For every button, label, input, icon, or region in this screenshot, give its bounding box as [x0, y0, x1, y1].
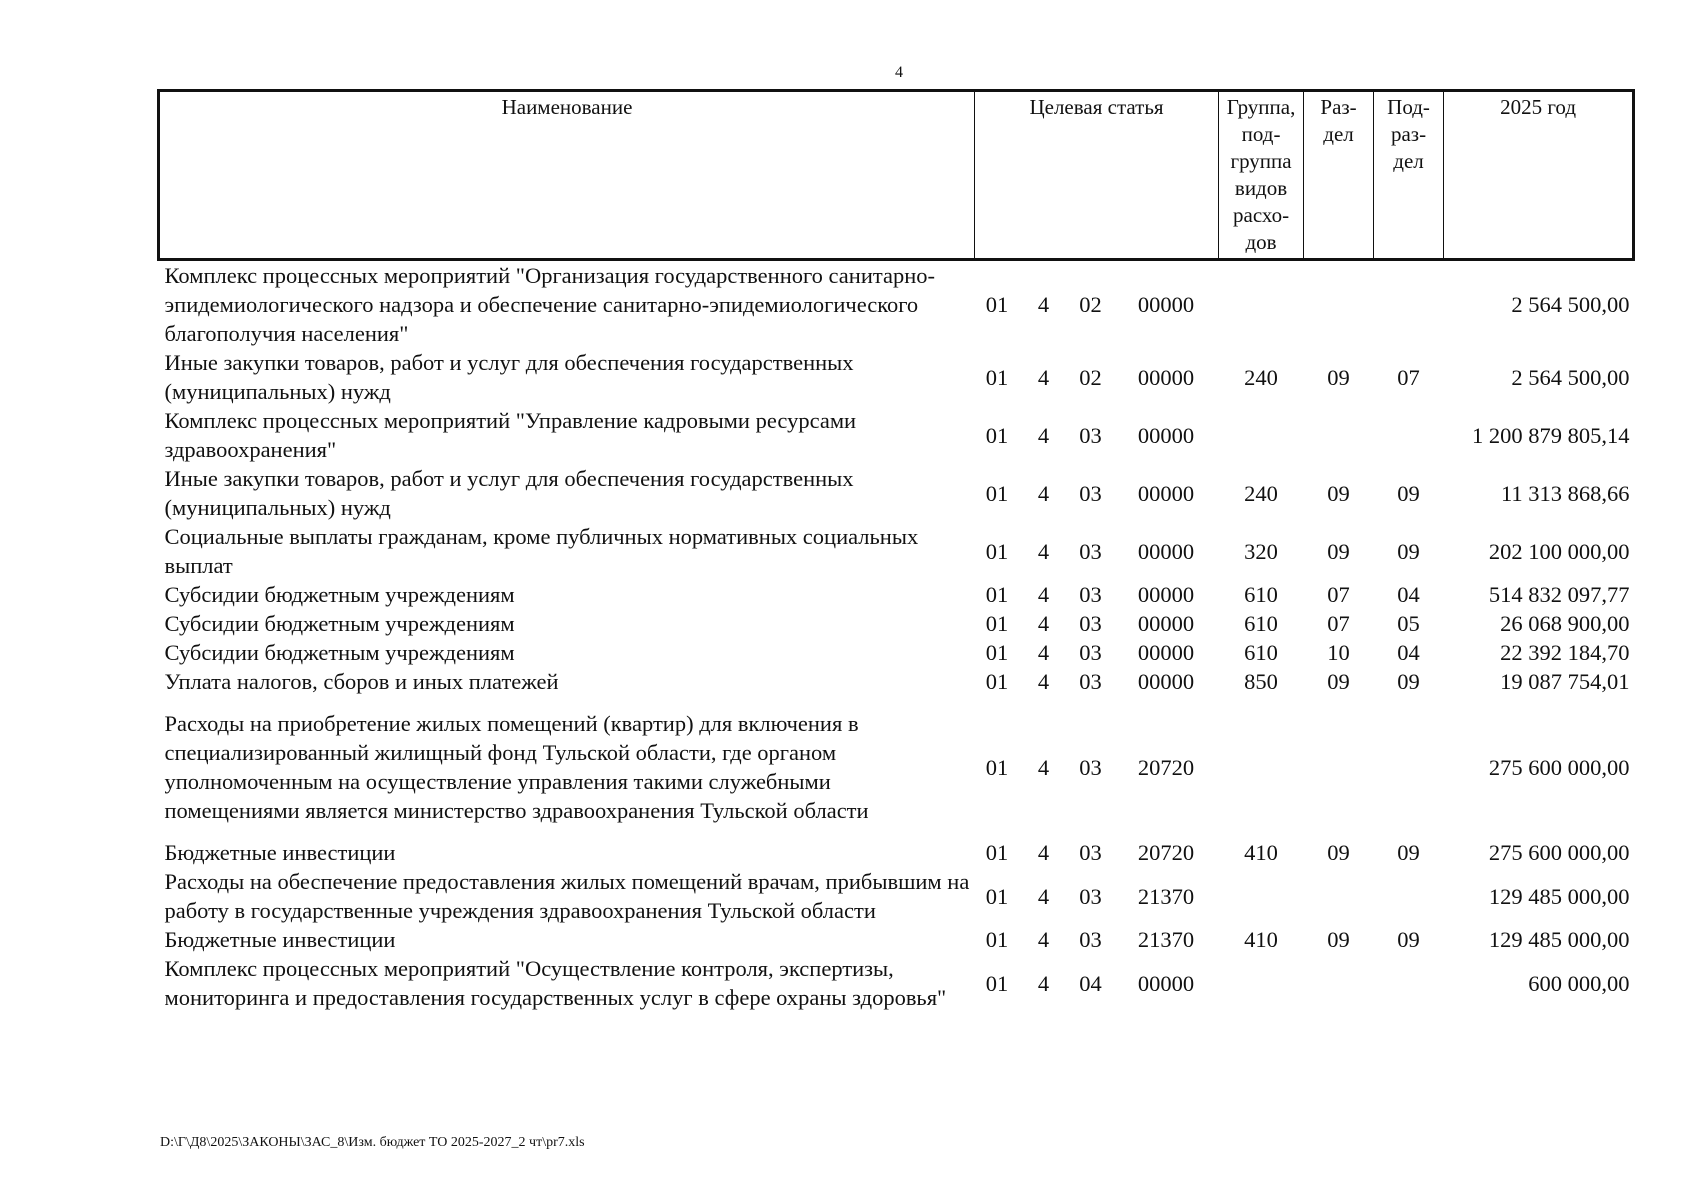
row-section — [1304, 696, 1374, 838]
row-expense-group: 410 — [1244, 927, 1278, 952]
row-target-type: 4 — [1037, 754, 1050, 780]
row-name: Расходы на приобретение жилых помещений (квартир) для включения в специализированный жилищный фонд Тульской области, где органом уполномоченным на осуществление управления такими служебными помещениями является министерство здравоохранения Тульской области — [164, 711, 869, 823]
row-section: 07 — [1327, 611, 1350, 636]
row-section: 09 — [1327, 364, 1350, 390]
row-amount: 22 392 184,70 — [1500, 640, 1630, 665]
row-section: 10 — [1327, 640, 1350, 665]
page-number: 4 — [895, 64, 903, 81]
row-section: 09 — [1327, 840, 1350, 865]
row-name: Бюджетные инвестиции — [164, 927, 396, 952]
budget-table — [157, 89, 1635, 1012]
row-section — [1304, 954, 1374, 1012]
row-subsection: 09 — [1397, 669, 1420, 694]
table-row — [159, 348, 1634, 406]
row-amount: 26 068 900,00 — [1500, 611, 1630, 636]
row-target-complex: 03 — [1079, 669, 1102, 694]
row-expense-group — [1219, 867, 1304, 925]
table-row — [159, 406, 1634, 464]
row-expense-group: 320 — [1244, 538, 1278, 564]
row-target-complex: 03 — [1079, 582, 1102, 607]
table-body — [159, 260, 1634, 1013]
row-expense-group: 610 — [1244, 611, 1278, 636]
row-target-type: 4 — [1037, 611, 1050, 636]
table-row — [159, 696, 1634, 838]
row-subsection — [1374, 406, 1444, 464]
row-expense-group: 240 — [1244, 364, 1278, 390]
row-target-program: 01 — [985, 611, 1009, 636]
row-target-complex: 03 — [1079, 538, 1102, 564]
row-subsection: 09 — [1397, 480, 1420, 506]
row-expense-group: 240 — [1244, 480, 1278, 506]
row-target-program: 01 — [985, 582, 1009, 607]
row-target-type: 4 — [1037, 422, 1050, 448]
table-row — [159, 954, 1634, 1012]
row-target-program: 01 — [985, 364, 1009, 390]
row-amount: 2 564 500,00 — [1511, 364, 1630, 390]
row-target-direction: 00000 — [1137, 538, 1195, 564]
row-target-program: 01 — [985, 840, 1009, 865]
table-row — [159, 609, 1634, 638]
row-target-direction: 20720 — [1137, 840, 1195, 865]
row-target-direction: 00000 — [1137, 669, 1195, 694]
row-subsection: 07 — [1397, 364, 1420, 390]
row-subsection — [1374, 260, 1444, 349]
row-subsection — [1374, 696, 1444, 838]
row-subsection — [1374, 954, 1444, 1012]
row-section: 09 — [1327, 669, 1350, 694]
row-target-program: 01 — [985, 538, 1009, 564]
row-amount: 514 832 097,77 — [1488, 582, 1630, 607]
row-expense-group — [1219, 954, 1304, 1012]
row-target-direction: 00000 — [1137, 364, 1195, 390]
row-section: 09 — [1327, 480, 1350, 506]
row-target-complex: 02 — [1079, 292, 1102, 317]
row-expense-group: 850 — [1244, 669, 1278, 694]
row-name: Уплата налогов, сборов и иных платежей — [164, 669, 559, 694]
row-target-complex: 03 — [1079, 927, 1102, 952]
row-target-program: 01 — [985, 970, 1009, 996]
row-target-direction: 00000 — [1137, 480, 1195, 506]
row-name: Иные закупки товаров, работ и услуг для обеспечения государственных (муниципальных) нужд — [164, 466, 854, 520]
table-row — [159, 522, 1634, 580]
row-section: 09 — [1327, 927, 1350, 952]
row-target-type: 4 — [1037, 669, 1050, 694]
row-expense-group — [1219, 696, 1304, 838]
row-section: 07 — [1327, 582, 1350, 607]
row-target-program: 01 — [985, 754, 1009, 780]
header-expense-group: Группа, под-группа видов расхо-дов — [1219, 91, 1304, 260]
row-target-complex: 03 — [1079, 611, 1102, 636]
row-name: Субсидии бюджетным учреждениям — [164, 640, 515, 665]
row-target-complex: 03 — [1079, 422, 1102, 448]
row-target-type: 4 — [1037, 927, 1050, 952]
row-target-program: 01 — [985, 640, 1009, 665]
row-target-type: 4 — [1037, 640, 1050, 665]
row-name: Иные закупки товаров, работ и услуг для обеспечения государственных (муниципальных) нужд — [164, 350, 854, 404]
row-target-complex: 03 — [1079, 840, 1102, 865]
table-header — [159, 91, 1634, 260]
row-target-program: 01 — [985, 883, 1009, 909]
row-target-direction: 00000 — [1137, 582, 1195, 607]
row-name: Расходы на обеспечение предоставления жилых помещений врачам, прибывшим на работу в государственные учреждения здравоохранения Тульской области — [164, 869, 970, 923]
row-amount: 11 313 868,66 — [1501, 480, 1630, 506]
row-target-type: 4 — [1037, 538, 1050, 564]
table-row — [159, 867, 1634, 925]
row-target-direction: 20720 — [1137, 754, 1195, 780]
row-target-program: 01 — [985, 422, 1009, 448]
header-subsection: Под-раз-дел — [1374, 91, 1444, 260]
row-subsection — [1374, 867, 1444, 925]
row-amount: 1 200 879 805,14 — [1472, 422, 1630, 448]
row-expense-group — [1219, 260, 1304, 349]
row-target-type: 4 — [1037, 883, 1050, 909]
row-subsection: 09 — [1397, 927, 1420, 952]
row-name: Бюджетные инвестиции — [164, 840, 396, 865]
row-target-type: 4 — [1037, 582, 1050, 607]
row-target-direction: 21370 — [1137, 883, 1195, 909]
table-row — [159, 580, 1634, 609]
row-amount: 275 600 000,00 — [1488, 754, 1630, 780]
row-subsection: 04 — [1397, 582, 1420, 607]
row-name: Комплекс процессных мероприятий "Осуществление контроля, экспертизы, мониторинга и предоставления государственных услуг в сфере охраны здоровья" — [164, 956, 947, 1010]
row-target-program: 01 — [985, 669, 1009, 694]
row-amount: 129 485 000,00 — [1488, 927, 1630, 952]
row-amount: 19 087 754,01 — [1500, 669, 1630, 694]
row-target-type: 4 — [1037, 364, 1050, 390]
header-section: Раз-дел — [1304, 91, 1374, 260]
row-subsection: 09 — [1397, 538, 1420, 564]
row-target-program: 01 — [985, 292, 1009, 317]
row-target-direction: 00000 — [1137, 611, 1195, 636]
row-target-direction: 00000 — [1137, 970, 1195, 996]
table-row — [159, 925, 1634, 954]
row-target-type: 4 — [1037, 970, 1050, 996]
row-expense-group: 410 — [1244, 840, 1278, 865]
row-target-complex: 03 — [1079, 883, 1102, 909]
row-subsection: 04 — [1397, 640, 1420, 665]
row-subsection: 05 — [1397, 611, 1420, 636]
header-target-article: Целевая статья — [975, 91, 1219, 260]
row-amount: 202 100 000,00 — [1488, 538, 1630, 564]
row-expense-group — [1219, 406, 1304, 464]
table-row — [159, 464, 1634, 522]
row-target-direction: 00000 — [1137, 422, 1195, 448]
row-name: Субсидии бюджетным учреждениям — [164, 611, 515, 636]
table-row — [159, 838, 1634, 867]
row-target-type: 4 — [1037, 480, 1050, 506]
row-target-complex: 02 — [1079, 364, 1102, 390]
row-section — [1304, 406, 1374, 464]
table-row — [159, 667, 1634, 696]
row-target-program: 01 — [985, 480, 1009, 506]
row-amount: 275 600 000,00 — [1488, 840, 1630, 865]
table-row — [159, 638, 1634, 667]
row-target-complex: 03 — [1079, 754, 1102, 780]
row-amount: 600 000,00 — [1528, 970, 1630, 996]
row-target-direction: 00000 — [1137, 292, 1195, 317]
row-target-direction: 21370 — [1137, 927, 1195, 952]
row-target-type: 4 — [1037, 840, 1050, 865]
row-name: Комплекс процессных мероприятий "Управление кадровыми ресурсами здравоохранения" — [164, 408, 857, 462]
row-target-direction: 00000 — [1137, 640, 1195, 665]
row-target-program: 01 — [985, 927, 1009, 952]
row-target-complex: 04 — [1079, 970, 1102, 996]
row-name: Социальные выплаты гражданам, кроме публичных нормативных социальных выплат — [164, 524, 919, 578]
row-name: Комплекс процессных мероприятий "Организация государственного санитарно-эпидемиологического надзора и обеспечение санитарно-эпидемиологического благополучия населения" — [164, 263, 935, 346]
row-target-complex: 03 — [1079, 480, 1102, 506]
row-amount: 129 485 000,00 — [1488, 883, 1630, 909]
row-section — [1304, 260, 1374, 349]
table-row — [159, 260, 1634, 349]
row-section — [1304, 867, 1374, 925]
header-name: Наименование — [159, 91, 975, 260]
row-target-complex: 03 — [1079, 640, 1102, 665]
row-expense-group: 610 — [1244, 582, 1278, 607]
footer-file-path: D:\Г\Д8\2025\ЗАКОНЫ\ЗАС_8\Изм. бюджет ТО 2025-2027_2 чт\pr7.xls — [160, 1135, 585, 1150]
row-target-type: 4 — [1037, 292, 1050, 317]
row-name: Субсидии бюджетным учреждениям — [164, 582, 515, 607]
row-section: 09 — [1327, 538, 1350, 564]
row-expense-group: 610 — [1244, 640, 1278, 665]
row-subsection: 09 — [1397, 840, 1420, 865]
header-year: 2025 год — [1444, 91, 1634, 260]
row-amount: 2 564 500,00 — [1511, 292, 1630, 317]
